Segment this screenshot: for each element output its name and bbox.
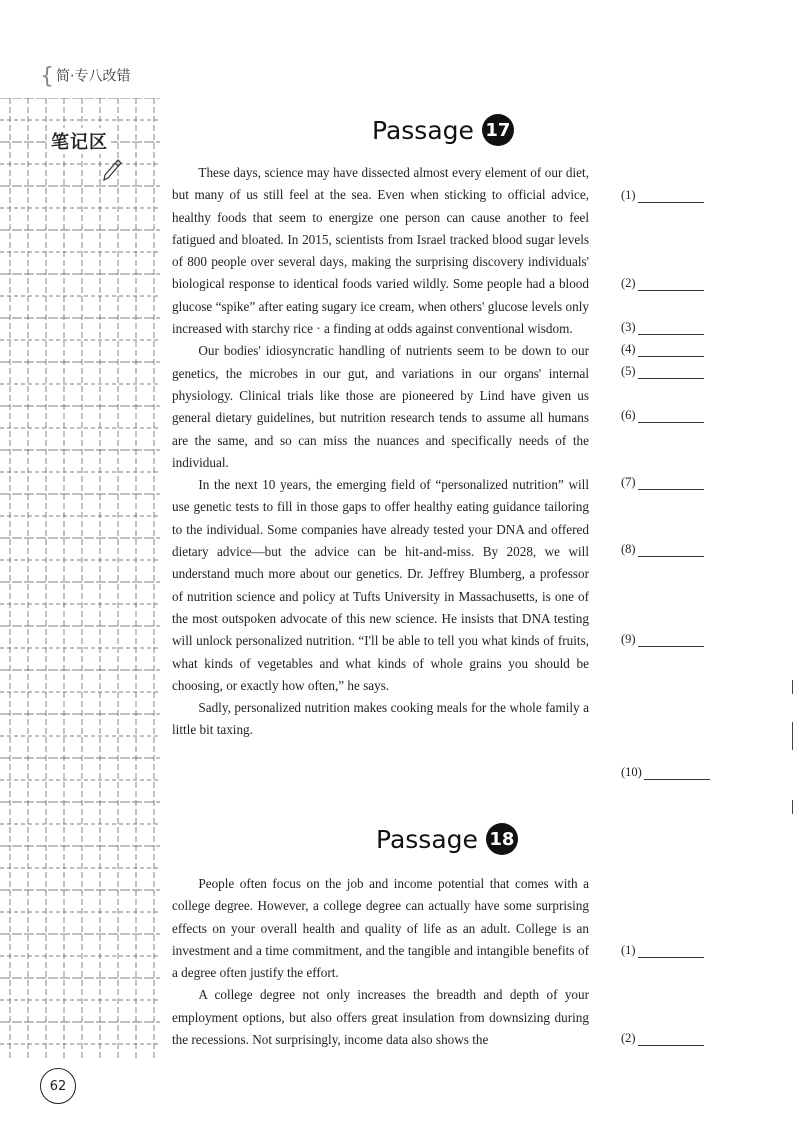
blank-label: (1) — [621, 188, 636, 202]
scan-mark — [792, 722, 793, 750]
blank-line[interactable] — [638, 409, 704, 423]
blank-label: (1) — [621, 943, 636, 957]
blank-label: (10) — [621, 765, 642, 779]
passage-18-paragraph: A college degree not only increases the breadth and depth of your employment options, but also offers great insulation from downsizing during the recessions. Not surprisingly, income data also shows the — [172, 987, 589, 1048]
notes-column — [0, 98, 160, 1058]
passage-17-paragraph: In the next 10 years, the emerging field of “personalized nutrition” will use genetic tests to fill in those gaps to offer healthy eating guidance tailoring to the individual. Some companies have already tested your DNA and offered dietary advice—but the advice can be hit-and-miss. By 2028, we will understand much more about our genetics. Dr. Jeffrey Blumberg, a professor of nutrition science and policy at Tufts University in Massachusetts, is one of the most outspoken advocate of this new science. He insists that DNA testing will unlock personalized nutrition. “I'll be able to tell you what kinds of fruits, what kinds of vegetables and what kinds of whole grains you should be choosing, or exactly how often,” he says. — [172, 477, 589, 693]
passage-18-heading: Passage — [376, 824, 478, 854]
answer-blank-17-3[interactable] — [621, 320, 704, 335]
answer-blank-17-1[interactable] — [621, 188, 704, 203]
answer-blank-17-9[interactable] — [621, 632, 704, 647]
passage-17-heading: Passage — [372, 115, 474, 145]
blank-label: (4) — [621, 342, 636, 356]
passage-18-number-badge: 18 — [486, 823, 518, 855]
pencil-icon — [100, 158, 122, 184]
blank-line[interactable] — [638, 944, 704, 958]
section-header — [40, 64, 130, 89]
answer-blank-18-1[interactable] — [621, 943, 704, 958]
blank-line[interactable] — [638, 343, 704, 357]
blank-label: (9) — [621, 632, 636, 646]
blank-line[interactable] — [638, 321, 704, 335]
blank-line[interactable] — [638, 476, 704, 490]
answer-blank-17-2[interactable] — [621, 276, 704, 291]
passage-17-title — [372, 114, 514, 146]
section-label: 简·专八改错 — [56, 68, 131, 85]
answer-blank-17-10[interactable] — [621, 765, 710, 780]
answer-blank-17-5[interactable] — [621, 364, 704, 379]
blank-line[interactable] — [638, 189, 704, 203]
notes-grid — [0, 98, 160, 1058]
passage-18-paragraph: People often focus on the job and income potential that comes with a college degree. However, a college degree can actually have some surprising effects on your overall health and quality of life as an adult. College is an investment and a time commitment, and the tangible and intangible benefits of a degree often justify the effort. — [172, 876, 589, 981]
notes-title: 笔记区 — [48, 128, 111, 154]
scan-mark — [792, 800, 793, 814]
scan-mark — [792, 680, 793, 694]
page-number: 62 — [40, 1068, 76, 1104]
blank-label: (8) — [621, 542, 636, 556]
answer-blank-17-8[interactable] — [621, 542, 704, 557]
passage-17-paragraph: These days, science may have dissected almost every element of our diet, but many of us still feel at the sea. Even when sticking to official advice, healthy foods that seem to energize one person can cause another to feel fatigued and bloated. In 2015, scientists from Israel tracked blood sugar levels of 800 people over several days, making the surprising discovery individuals' biological response to identical foods varied wildly. Some people had a blood glucose “spike” after eating sugary ice cream, when others' glucose levels only increased with starchy rice · a finding at odds against conventional wisdom. — [172, 165, 589, 337]
answer-blank-17-4[interactable] — [621, 342, 704, 357]
answer-blank-18-2[interactable] — [621, 1031, 704, 1046]
passage-18-text — [172, 873, 589, 1051]
blank-label: (6) — [621, 408, 636, 422]
passage-17-paragraph: Our bodies' idiosyncratic handling of nutrients seem to be down to our genetics, the microbes in our gut, and variations in our organs' internal physiology. Clinical trials like those are pioneered by Lind have given us general dietary guidelines, but nutrition research tends to assume all humans are the same, and so can miss the nuances and specifically needs of the individual. — [172, 343, 589, 470]
passage-18-title — [376, 823, 518, 855]
blank-line[interactable] — [638, 365, 704, 379]
blank-label: (2) — [621, 276, 636, 290]
passage-17-paragraph: Sadly, personalized nutrition makes cooking meals for the whole family a little bit taxing. — [172, 700, 589, 738]
blank-label: (7) — [621, 475, 636, 489]
answer-blank-17-6[interactable] — [621, 408, 704, 423]
blank-line[interactable] — [638, 1032, 704, 1046]
blank-line[interactable] — [638, 633, 704, 647]
blank-label: (5) — [621, 364, 636, 378]
passage-17-number-badge: 17 — [482, 114, 514, 146]
blank-line[interactable] — [638, 543, 704, 557]
answer-blank-17-7[interactable] — [621, 475, 704, 490]
passage-17-text — [172, 162, 589, 742]
blank-line[interactable] — [638, 277, 704, 291]
brace-icon: { — [40, 64, 54, 89]
blank-label: (3) — [621, 320, 636, 334]
blank-line[interactable] — [644, 766, 710, 780]
blank-label: (2) — [621, 1031, 636, 1045]
